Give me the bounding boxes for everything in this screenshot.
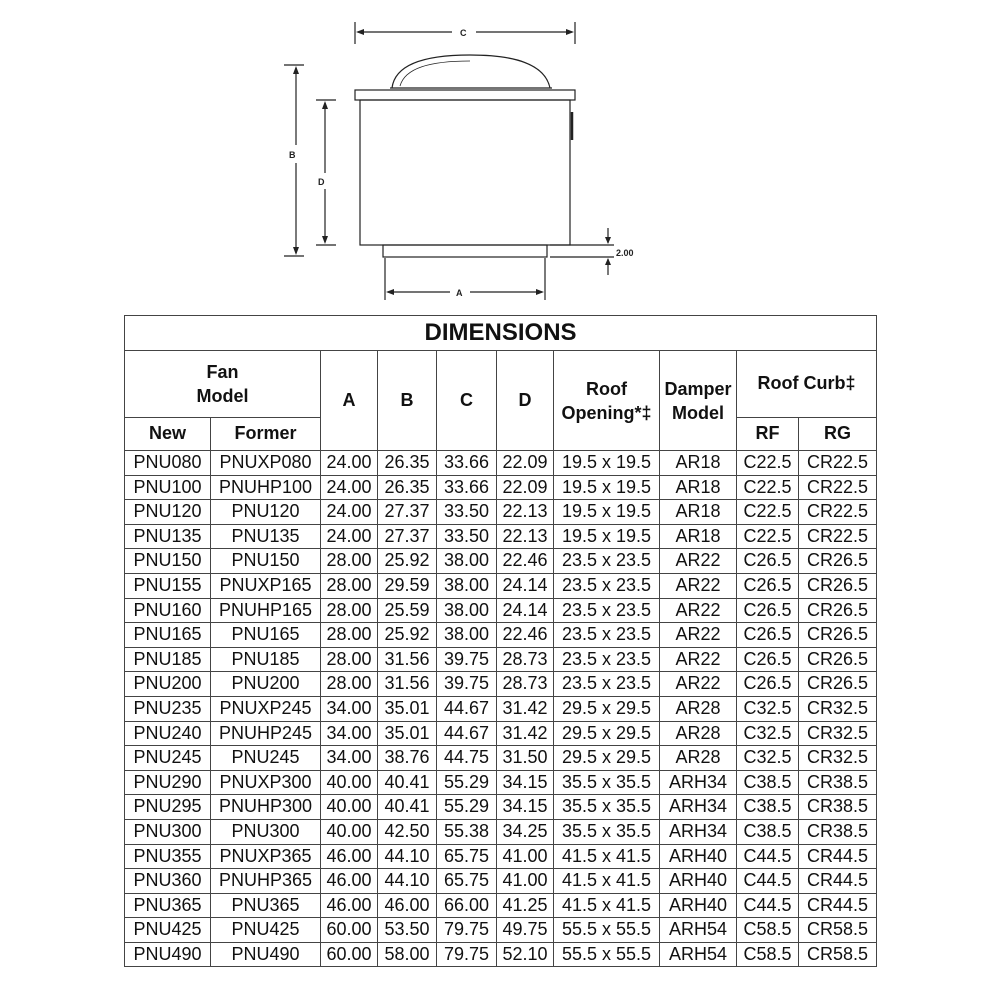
table-row xyxy=(125,672,877,697)
roof-curb-rg-cell: CR38.5 xyxy=(799,770,877,795)
roof-curb-rg-cell: CR22.5 xyxy=(799,524,877,549)
roof-curb-rf-cell: C26.5 xyxy=(737,573,799,598)
roof-opening-cell: 29.5 x 29.5 xyxy=(554,746,660,771)
new-model-cell: PNU100 xyxy=(125,475,211,500)
roof-curb-rg-cell: CR22.5 xyxy=(799,475,877,500)
dim-d-cell: 34.15 xyxy=(497,795,554,820)
table-row xyxy=(125,869,877,894)
header-c: C xyxy=(437,351,497,451)
dim-d-cell: 22.09 xyxy=(497,451,554,476)
damper-model-cell: AR22 xyxy=(660,598,737,623)
table-row xyxy=(125,647,877,672)
table-row xyxy=(125,524,877,549)
dim-d-cell: 22.13 xyxy=(497,524,554,549)
table-row xyxy=(125,893,877,918)
dim-c-cell: 66.00 xyxy=(437,893,497,918)
roof-curb-rg-cell: CR26.5 xyxy=(799,623,877,648)
table-row xyxy=(125,549,877,574)
arrowhead xyxy=(322,236,328,244)
former-model-cell: PNUXP080 xyxy=(211,451,321,476)
roof-curb-rf-cell: C32.5 xyxy=(737,721,799,746)
label-c: C xyxy=(460,28,467,38)
roof-opening-cell: 35.5 x 35.5 xyxy=(554,770,660,795)
dim-c-cell: 38.00 xyxy=(437,623,497,648)
dome-hood xyxy=(392,55,550,88)
roof-opening-cell: 55.5 x 55.5 xyxy=(554,942,660,967)
table-row xyxy=(125,819,877,844)
former-model-cell: PNUHP245 xyxy=(211,721,321,746)
arrowhead xyxy=(322,101,328,109)
new-model-cell: PNU355 xyxy=(125,844,211,869)
roof-curb-rg-cell: CR26.5 xyxy=(799,598,877,623)
roof-curb-rf-cell: C32.5 xyxy=(737,696,799,721)
roof-opening-cell: 41.5 x 41.5 xyxy=(554,869,660,894)
fan-dimension-drawing xyxy=(0,0,1000,310)
roof-opening-cell: 41.5 x 41.5 xyxy=(554,844,660,869)
dim-a-cell: 24.00 xyxy=(321,500,378,525)
table-row xyxy=(125,623,877,648)
table-row xyxy=(125,573,877,598)
roof-curb-rf-cell: C38.5 xyxy=(737,770,799,795)
dim-d-cell: 52.10 xyxy=(497,942,554,967)
new-model-cell: PNU360 xyxy=(125,869,211,894)
label-d: D xyxy=(318,177,325,187)
damper-model-cell: AR22 xyxy=(660,573,737,598)
dim-d-cell: 31.42 xyxy=(497,721,554,746)
dim-d-cell: 41.00 xyxy=(497,869,554,894)
roof-curb-rf-cell: C26.5 xyxy=(737,623,799,648)
dim-b-cell: 35.01 xyxy=(378,721,437,746)
former-model-cell: PNUHP165 xyxy=(211,598,321,623)
roof-opening-cell: 23.5 x 23.5 xyxy=(554,672,660,697)
dim-d-cell: 41.25 xyxy=(497,893,554,918)
dim-d-cell: 22.46 xyxy=(497,623,554,648)
header-damper-model: Damper Model xyxy=(660,351,737,451)
header-a: A xyxy=(321,351,378,451)
dim-c-cell: 33.66 xyxy=(437,451,497,476)
dim-b-cell: 31.56 xyxy=(378,647,437,672)
new-model-cell: PNU135 xyxy=(125,524,211,549)
arrowhead xyxy=(386,289,394,295)
roof-opening-cell: 41.5 x 41.5 xyxy=(554,893,660,918)
dim-a-cell: 24.00 xyxy=(321,475,378,500)
dim-a-cell: 40.00 xyxy=(321,770,378,795)
dim-a-cell: 60.00 xyxy=(321,918,378,943)
dim-b-cell: 58.00 xyxy=(378,942,437,967)
roof-curb-rf-cell: C44.5 xyxy=(737,844,799,869)
dim-b-cell: 42.50 xyxy=(378,819,437,844)
new-model-cell: PNU150 xyxy=(125,549,211,574)
dim-b-cell: 38.76 xyxy=(378,746,437,771)
roof-curb-rf-cell: C38.5 xyxy=(737,795,799,820)
dim-d-cell: 41.00 xyxy=(497,844,554,869)
dim-c-cell: 65.75 xyxy=(437,869,497,894)
roof-opening-cell: 29.5 x 29.5 xyxy=(554,696,660,721)
dim-d-cell: 22.46 xyxy=(497,549,554,574)
roof-curb-rg-cell: CR58.5 xyxy=(799,942,877,967)
roof-curb-rg-cell: CR58.5 xyxy=(799,918,877,943)
dim-a-cell: 28.00 xyxy=(321,573,378,598)
dim-b-cell: 27.37 xyxy=(378,500,437,525)
table-row xyxy=(125,942,877,967)
header-rf: RF xyxy=(737,418,799,451)
damper-model-cell: AR28 xyxy=(660,746,737,771)
dim-a-cell: 28.00 xyxy=(321,598,378,623)
former-model-cell: PNU185 xyxy=(211,647,321,672)
roof-curb-rf-cell: C44.5 xyxy=(737,869,799,894)
roof-curb-rg-cell: CR44.5 xyxy=(799,893,877,918)
roof-curb-rf-cell: C22.5 xyxy=(737,500,799,525)
dim-d-cell: 34.15 xyxy=(497,770,554,795)
table-row xyxy=(125,598,877,623)
former-model-cell: PNUXP365 xyxy=(211,844,321,869)
dim-a-cell: 24.00 xyxy=(321,451,378,476)
dim-a-cell: 28.00 xyxy=(321,672,378,697)
damper-model-cell: ARH34 xyxy=(660,819,737,844)
roof-opening-cell: 19.5 x 19.5 xyxy=(554,524,660,549)
table-row xyxy=(125,746,877,771)
roof-curb-rg-cell: CR22.5 xyxy=(799,500,877,525)
dim-c-cell: 55.29 xyxy=(437,795,497,820)
dim-c-cell: 55.29 xyxy=(437,770,497,795)
former-model-cell: PNUXP300 xyxy=(211,770,321,795)
dim-b-cell: 27.37 xyxy=(378,524,437,549)
dim-a-cell: 34.00 xyxy=(321,746,378,771)
dimensions-table xyxy=(124,315,877,967)
roof-opening-cell: 19.5 x 19.5 xyxy=(554,475,660,500)
damper-model-cell: ARH40 xyxy=(660,893,737,918)
roof-curb-rg-cell: CR44.5 xyxy=(799,869,877,894)
roof-curb-rf-cell: C22.5 xyxy=(737,451,799,476)
dim-a-cell: 24.00 xyxy=(321,524,378,549)
dim-a-cell: 34.00 xyxy=(321,696,378,721)
roof-curb-rf-cell: C58.5 xyxy=(737,942,799,967)
dim-a-cell: 46.00 xyxy=(321,869,378,894)
table-row xyxy=(125,770,877,795)
roof-curb-rg-cell: CR26.5 xyxy=(799,549,877,574)
header-rg: RG xyxy=(799,418,877,451)
new-model-cell: PNU295 xyxy=(125,795,211,820)
new-model-cell: PNU185 xyxy=(125,647,211,672)
arrowhead xyxy=(605,237,611,244)
dim-c-cell: 79.75 xyxy=(437,918,497,943)
new-model-cell: PNU300 xyxy=(125,819,211,844)
former-model-cell: PNU135 xyxy=(211,524,321,549)
arrowhead xyxy=(536,289,544,295)
damper-model-cell: AR18 xyxy=(660,475,737,500)
roof-curb-rg-cell: CR32.5 xyxy=(799,746,877,771)
roof-curb-rf-cell: C22.5 xyxy=(737,524,799,549)
damper-model-cell: AR18 xyxy=(660,500,737,525)
damper-model-cell: ARH54 xyxy=(660,942,737,967)
damper-model-cell: AR18 xyxy=(660,524,737,549)
table-row xyxy=(125,795,877,820)
dim-d-cell: 34.25 xyxy=(497,819,554,844)
dim-b-cell: 25.59 xyxy=(378,598,437,623)
fan-body xyxy=(360,100,570,245)
new-model-cell: PNU080 xyxy=(125,451,211,476)
label-curb-height: 2.00 xyxy=(616,248,634,258)
header-new: New xyxy=(125,418,211,451)
roof-curb xyxy=(383,245,547,257)
arrowhead xyxy=(605,258,611,265)
roof-curb-rg-cell: CR26.5 xyxy=(799,573,877,598)
table-row xyxy=(125,721,877,746)
label-a: A xyxy=(456,288,463,298)
former-model-cell: PNU200 xyxy=(211,672,321,697)
dim-c-cell: 55.38 xyxy=(437,819,497,844)
dim-b-cell: 25.92 xyxy=(378,549,437,574)
dim-c-cell: 44.67 xyxy=(437,721,497,746)
dim-b-cell: 46.00 xyxy=(378,893,437,918)
table-row xyxy=(125,451,877,476)
table-row xyxy=(125,918,877,943)
dim-a-cell: 60.00 xyxy=(321,942,378,967)
header-d: D xyxy=(497,351,554,451)
roof-curb-rg-cell: CR26.5 xyxy=(799,647,877,672)
dim-a-cell: 28.00 xyxy=(321,623,378,648)
dim-d-cell: 28.73 xyxy=(497,647,554,672)
dim-a-cell: 40.00 xyxy=(321,795,378,820)
header-former: Former xyxy=(211,418,321,451)
roof-curb-rf-cell: C26.5 xyxy=(737,598,799,623)
new-model-cell: PNU235 xyxy=(125,696,211,721)
roof-opening-cell: 19.5 x 19.5 xyxy=(554,500,660,525)
damper-model-cell: AR28 xyxy=(660,721,737,746)
dim-c-cell: 33.66 xyxy=(437,475,497,500)
roof-opening-cell: 19.5 x 19.5 xyxy=(554,451,660,476)
former-model-cell: PNU490 xyxy=(211,942,321,967)
new-model-cell: PNU200 xyxy=(125,672,211,697)
arrowhead xyxy=(356,29,364,35)
dim-b-cell: 53.50 xyxy=(378,918,437,943)
new-model-cell: PNU165 xyxy=(125,623,211,648)
dimensions-table-body xyxy=(125,451,877,967)
header-roof-curb: Roof Curb‡ xyxy=(737,351,877,418)
damper-model-cell: AR22 xyxy=(660,672,737,697)
new-model-cell: PNU245 xyxy=(125,746,211,771)
dim-c-cell: 38.00 xyxy=(437,573,497,598)
dim-d-cell: 49.75 xyxy=(497,918,554,943)
dim-b-cell: 31.56 xyxy=(378,672,437,697)
dim-d-cell: 22.13 xyxy=(497,500,554,525)
dim-b-cell: 26.35 xyxy=(378,451,437,476)
damper-model-cell: ARH40 xyxy=(660,844,737,869)
roof-curb-rf-cell: C26.5 xyxy=(737,647,799,672)
roof-curb-rf-cell: C58.5 xyxy=(737,918,799,943)
roof-curb-rf-cell: C38.5 xyxy=(737,819,799,844)
roof-curb-rg-cell: CR44.5 xyxy=(799,844,877,869)
dim-c-cell: 33.50 xyxy=(437,500,497,525)
damper-model-cell: ARH34 xyxy=(660,795,737,820)
table-row xyxy=(125,696,877,721)
label-b: B xyxy=(289,150,296,160)
top-cap xyxy=(355,90,575,100)
dim-d-cell: 31.50 xyxy=(497,746,554,771)
damper-model-cell: AR22 xyxy=(660,647,737,672)
damper-model-cell: AR22 xyxy=(660,549,737,574)
dim-c-cell: 39.75 xyxy=(437,672,497,697)
roof-curb-rg-cell: CR32.5 xyxy=(799,721,877,746)
roof-curb-rg-cell: CR32.5 xyxy=(799,696,877,721)
dim-b-cell: 29.59 xyxy=(378,573,437,598)
roof-opening-cell: 23.5 x 23.5 xyxy=(554,623,660,648)
former-model-cell: PNU365 xyxy=(211,893,321,918)
roof-curb-rg-cell: CR22.5 xyxy=(799,451,877,476)
dim-b-cell: 40.41 xyxy=(378,795,437,820)
roof-curb-rg-cell: CR38.5 xyxy=(799,819,877,844)
new-model-cell: PNU365 xyxy=(125,893,211,918)
roof-curb-rg-cell: CR26.5 xyxy=(799,672,877,697)
new-model-cell: PNU425 xyxy=(125,918,211,943)
dim-d-cell: 22.09 xyxy=(497,475,554,500)
roof-opening-cell: 23.5 x 23.5 xyxy=(554,573,660,598)
dim-c-cell: 44.75 xyxy=(437,746,497,771)
table-title: DIMENSIONS xyxy=(125,316,877,351)
former-model-cell: PNU165 xyxy=(211,623,321,648)
dim-b-cell: 44.10 xyxy=(378,844,437,869)
former-model-cell: PNUHP100 xyxy=(211,475,321,500)
dim-b-cell: 40.41 xyxy=(378,770,437,795)
roof-curb-rf-cell: C26.5 xyxy=(737,672,799,697)
dim-b-cell: 25.92 xyxy=(378,623,437,648)
new-model-cell: PNU155 xyxy=(125,573,211,598)
new-model-cell: PNU290 xyxy=(125,770,211,795)
dim-a-cell: 46.00 xyxy=(321,893,378,918)
dim-d-cell: 28.73 xyxy=(497,672,554,697)
former-model-cell: PNU425 xyxy=(211,918,321,943)
roof-curb-rf-cell: C44.5 xyxy=(737,893,799,918)
roof-curb-rf-cell: C26.5 xyxy=(737,549,799,574)
arrowhead xyxy=(293,66,299,74)
roof-opening-cell: 29.5 x 29.5 xyxy=(554,721,660,746)
new-model-cell: PNU160 xyxy=(125,598,211,623)
roof-curb-rf-cell: C22.5 xyxy=(737,475,799,500)
former-model-cell: PNUHP365 xyxy=(211,869,321,894)
roof-opening-cell: 35.5 x 35.5 xyxy=(554,795,660,820)
dim-a-cell: 46.00 xyxy=(321,844,378,869)
table-row xyxy=(125,500,877,525)
dim-a-cell: 28.00 xyxy=(321,647,378,672)
table-row xyxy=(125,475,877,500)
dim-c-cell: 38.00 xyxy=(437,598,497,623)
roof-curb-rg-cell: CR38.5 xyxy=(799,795,877,820)
damper-model-cell: ARH40 xyxy=(660,869,737,894)
roof-opening-cell: 23.5 x 23.5 xyxy=(554,647,660,672)
roof-curb-rf-cell: C32.5 xyxy=(737,746,799,771)
header-b: B xyxy=(378,351,437,451)
former-model-cell: PNU120 xyxy=(211,500,321,525)
dim-c-cell: 44.67 xyxy=(437,696,497,721)
roof-opening-cell: 55.5 x 55.5 xyxy=(554,918,660,943)
header-roof-opening: Roof Opening*‡ xyxy=(554,351,660,451)
dim-d-cell: 31.42 xyxy=(497,696,554,721)
former-model-cell: PNUHP300 xyxy=(211,795,321,820)
dim-d-cell: 24.14 xyxy=(497,573,554,598)
dim-b-cell: 44.10 xyxy=(378,869,437,894)
new-model-cell: PNU240 xyxy=(125,721,211,746)
new-model-cell: PNU120 xyxy=(125,500,211,525)
dim-c-cell: 79.75 xyxy=(437,942,497,967)
arrowhead xyxy=(566,29,574,35)
dim-c-cell: 65.75 xyxy=(437,844,497,869)
new-model-cell: PNU490 xyxy=(125,942,211,967)
damper-model-cell: ARH34 xyxy=(660,770,737,795)
dim-d-cell: 24.14 xyxy=(497,598,554,623)
dim-a-cell: 34.00 xyxy=(321,721,378,746)
former-model-cell: PNU150 xyxy=(211,549,321,574)
dim-c-cell: 39.75 xyxy=(437,647,497,672)
roof-opening-cell: 23.5 x 23.5 xyxy=(554,598,660,623)
former-model-cell: PNU300 xyxy=(211,819,321,844)
former-model-cell: PNUXP165 xyxy=(211,573,321,598)
dim-b-cell: 26.35 xyxy=(378,475,437,500)
dim-c-cell: 33.50 xyxy=(437,524,497,549)
dim-a-cell: 40.00 xyxy=(321,819,378,844)
roof-opening-cell: 35.5 x 35.5 xyxy=(554,819,660,844)
table-row xyxy=(125,844,877,869)
damper-model-cell: ARH54 xyxy=(660,918,737,943)
dim-b-cell: 35.01 xyxy=(378,696,437,721)
roof-opening-cell: 23.5 x 23.5 xyxy=(554,549,660,574)
arrowhead xyxy=(293,247,299,255)
header-fan-model: Fan Model xyxy=(125,351,321,418)
damper-model-cell: AR22 xyxy=(660,623,737,648)
dim-a-cell: 28.00 xyxy=(321,549,378,574)
former-model-cell: PNUXP245 xyxy=(211,696,321,721)
former-model-cell: PNU245 xyxy=(211,746,321,771)
damper-model-cell: AR18 xyxy=(660,451,737,476)
dim-c-cell: 38.00 xyxy=(437,549,497,574)
damper-model-cell: AR28 xyxy=(660,696,737,721)
